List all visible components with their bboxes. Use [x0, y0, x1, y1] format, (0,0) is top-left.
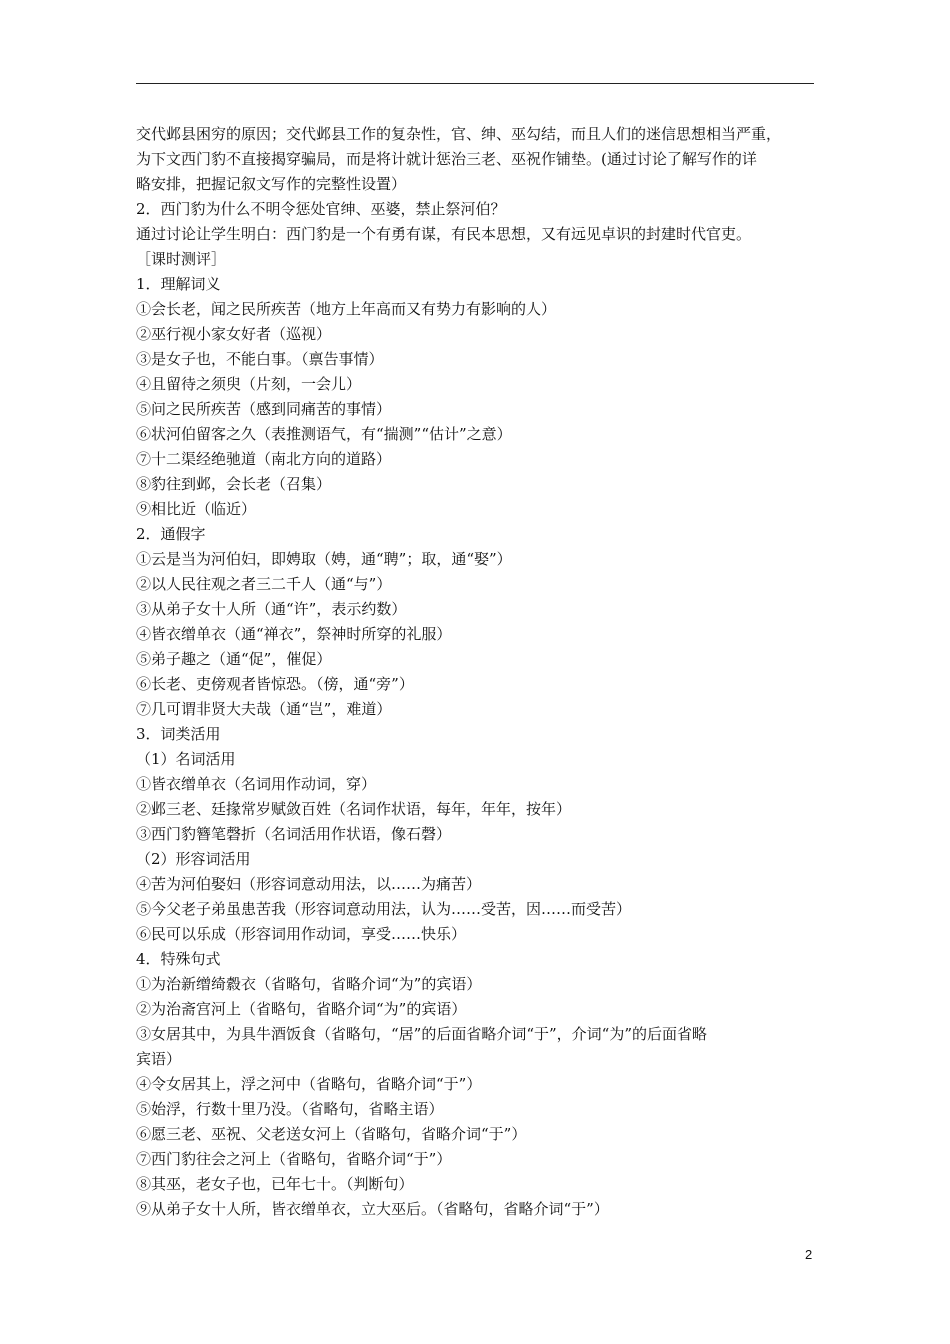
list-item: ②以人民往观之者三二千人（通“与”） — [136, 575, 392, 593]
subheading-noun: （1）名词活用 — [136, 750, 236, 768]
list-item: ⑤今父老子弟虽患苦我（形容词意动用法，认为……受苦，因……而受苦） — [136, 900, 632, 918]
list-item: ④皆衣缯单衣（通“禅衣”，祭神时所穿的礼服） — [136, 625, 452, 643]
list-item: ②为治斋宫河上（省略句，省略介词“为”的宾语） — [136, 1000, 467, 1018]
list-item: ⑧豹往到邺，会长老（召集） — [136, 475, 332, 493]
intro-line-2: 为下文西门豹不直接揭穿骗局，而是将计就计惩治三老、巫祝作铺垫。(通过讨论了解写作的详 — [136, 150, 757, 168]
heading-word-class: 3．词类活用 — [136, 725, 221, 743]
list-item: ⑥状河伯留客之久（表推测语气，有“揣测”“估计”之意） — [136, 425, 512, 443]
list-item: ④令女居其上，浮之河中（省略句，省略介词“于”） — [136, 1075, 482, 1093]
list-item: ③女居其中，为具牛酒饭食（省略句，“居”的后面省略介词“于”，介词“为”的后面省略 — [136, 1025, 708, 1043]
heading-special-sentence: 4．特殊句式 — [136, 950, 221, 968]
list-item: ⑤弟子趣之（通“促”，催促） — [136, 650, 332, 668]
list-item-continued: 宾语） — [136, 1050, 182, 1068]
list-item: ⑤始浮，行数十里乃没。（省略句，省略主语） — [136, 1100, 444, 1118]
list-item: ⑦几可谓非贤大夫哉（通“岂”，难道） — [136, 700, 392, 718]
header-rule — [136, 83, 814, 84]
intro-line-3: 略安排，把握记叙文写作的完整性设置） — [136, 175, 407, 193]
list-item: ⑤问之民所疾苦（感到同痛苦的事情） — [136, 400, 392, 418]
document-body — [136, 122, 820, 1222]
list-item: ⑧其巫，老女子也，已年七十。（判断句） — [136, 1175, 414, 1193]
list-item: ①皆衣缯单衣（名词用作动词，穿） — [136, 775, 377, 793]
heading-tongjiazi: 2．通假字 — [136, 525, 206, 543]
list-item: ③西门豹簪笔磬折（名词活用作状语，像石磬） — [136, 825, 452, 843]
page-number: 2 — [805, 1247, 813, 1262]
list-item: ⑦十二渠经绝驰道（南北方向的道路） — [136, 450, 392, 468]
section-title: ［课时测评］ — [136, 250, 227, 268]
intro-line-1: 交代邺县困穷的原因；交代邺县工作的复杂性，官、绅、巫勾结，而且人们的迷信思想相当严重， — [136, 125, 782, 143]
subheading-adjective: （2）形容词活用 — [136, 850, 251, 868]
list-item: ⑨从弟子女十人所，皆衣缯单衣，立大巫后。（省略句，省略介词“于”） — [136, 1200, 609, 1218]
question-2: 2．西门豹为什么不明令惩处官绅、巫婆，禁止祭河伯？ — [136, 200, 506, 218]
list-item: ③从弟子女十人所（通“许”，表示约数） — [136, 600, 407, 618]
list-item: ①为治新缯绮縠衣（省略句，省略介词“为”的宾语） — [136, 975, 482, 993]
list-item: ⑥民可以乐成（形容词用作动词，享受……快乐） — [136, 925, 467, 943]
list-item: ⑦西门豹往会之河上（省略句，省略介词“于”） — [136, 1150, 452, 1168]
list-item: ①会长老，闻之民所疾苦（地方上年高而又有势力有影响的人） — [136, 300, 557, 318]
list-item: ③是女子也，不能白事。（禀告事情） — [136, 350, 384, 368]
list-item: ⑥长老、吏傍观者皆惊恐。（傍，通“旁”） — [136, 675, 414, 693]
list-item: ②巫行视小家女好者（巡视） — [136, 325, 332, 343]
answer-2: 通过讨论让学生明白：西门豹是一个有勇有谋，有民本思想，又有远见卓识的封建时代官吏。 — [136, 225, 752, 243]
list-item: ①云是当为河伯妇，即娉取（娉，通“聘”；取，通“娶”） — [136, 550, 512, 568]
list-item: ②邺三老、廷掾常岁赋敛百姓（名词作状语，每年，年年，按年） — [136, 800, 572, 818]
list-item: ⑨相比近（临近） — [136, 500, 257, 518]
list-item: ⑥愿三老、巫祝、父老送女河上（省略句，省略介词“于”） — [136, 1125, 527, 1143]
heading-word-meaning: 1．理解词义 — [136, 275, 221, 293]
list-item: ④且留待之须臾（片刻，一会儿） — [136, 375, 362, 393]
list-item: ④苦为河伯娶妇（形容词意动用法，以……为痛苦） — [136, 875, 482, 893]
